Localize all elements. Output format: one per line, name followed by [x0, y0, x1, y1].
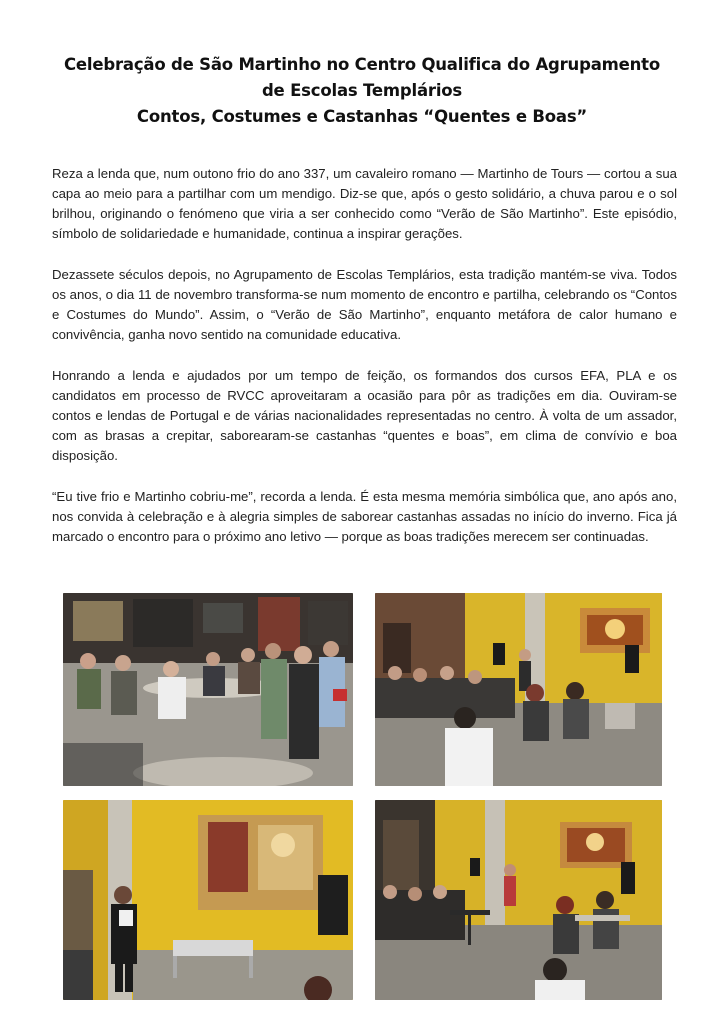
- paragraph-legend: Reza a lenda que, num outono frio do ano 337, um cavaleiro romano — Martinho de Tours — cortou a sua capa ao meio para a partilhar com um mendigo. Diz-se que, após o gesto solidário, a chuva parou e o sol brilhou, originando o fenómeno que viria a ser conhecido como “Verão de São Martinho”. Este episódio, símbolo de solidariedade e humanidade, continua a inspirar gerações.: [52, 166, 677, 241]
- article-body: [52, 164, 677, 568]
- photo-group-seated: [63, 593, 353, 786]
- photo-audience-wide-icon: [375, 800, 662, 1000]
- paragraph-tradition: Dezassete séculos depois, no Agrupamento de Escolas Templários, esta tradição mantém-se viva. Todos os anos, o dia 11 de novembro transforma-se num momento de encontro e partilha, celebrando os “Contos e Costumes do Mundo”. Assim, o “Verão de São Martinho”, enquanto metáfora de calor humano e convivência, ganha novo sentido na comunidade educativa.: [52, 267, 677, 342]
- photo-speaker-reading: [63, 800, 353, 1000]
- title-line-3: Contos, Costumes e Castanhas “Quentes e Boas”: [136, 107, 588, 126]
- photo-audience-wide: [375, 800, 662, 1000]
- paragraph-event: Honrando a lenda e ajudados por um tempo de feição, os formandos dos cursos EFA, PLA e os candidatos em processo de RVCC aproveitaram a ocasião para pôr as tradições em dia. Ouviram-se contos e lendas de Portugal e de várias nacionalidades representadas no centro. À volta de um assador, com as brasas a crepitar, saborearam-se castanhas “quentes e boas”, em clima de convívio e boa disposição.: [52, 368, 677, 463]
- title-line-1: Celebração de São Martinho no Centro Qualifica do Agrupamento: [63, 55, 661, 74]
- photo-speaker-reading-icon: [63, 800, 353, 1000]
- paragraph-closing: “Eu tive frio e Martinho cobriu-me”, recorda a lenda. É esta mesma memória simbólica que, ano após ano, nos convida à celebração e à alegria simples de saborear castanhas assadas no início do inverno. Fica já marcado o encontro para o próximo ano letivo — porque as boas tradições merecem ser continuadas.: [52, 489, 677, 544]
- title-line-2: de Escolas Templários: [261, 81, 463, 100]
- photo-projection-audience-icon: [375, 593, 662, 786]
- photo-projection-audience: [375, 593, 662, 786]
- article-title: [40, 52, 684, 130]
- photo-group-seated-icon: [63, 593, 353, 786]
